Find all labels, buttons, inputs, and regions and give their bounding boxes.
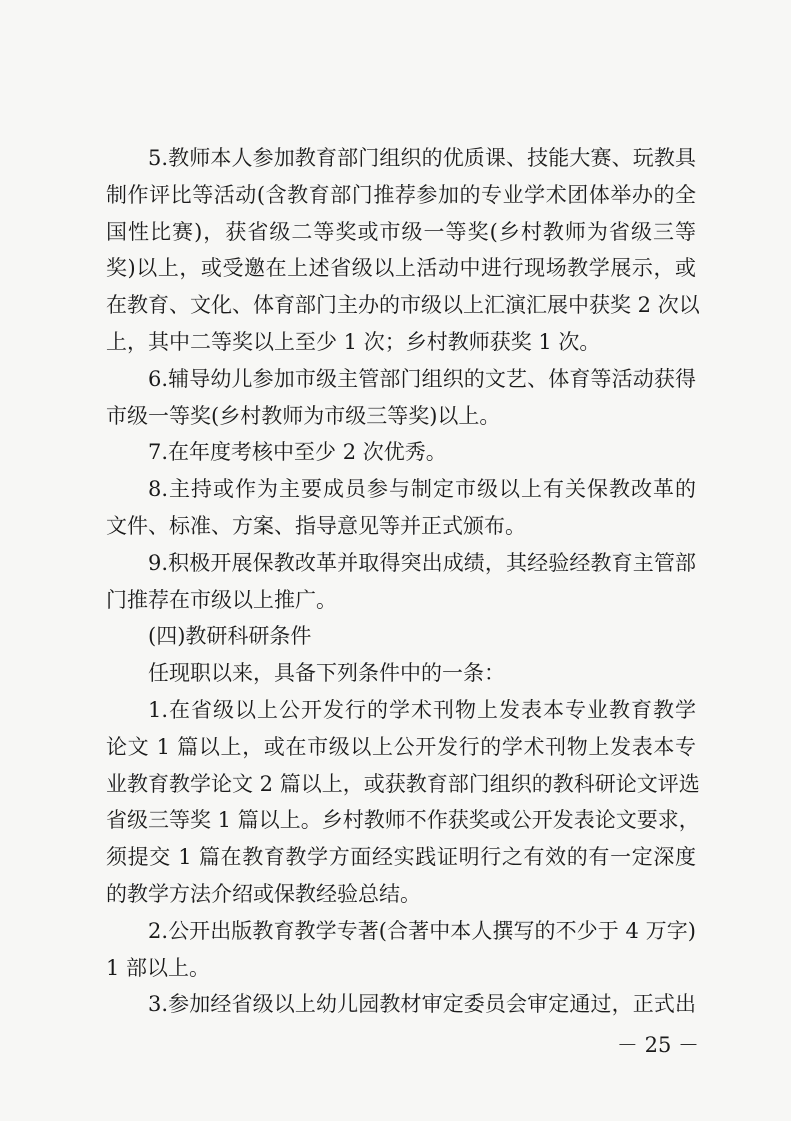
text-line: 1.在省级以上公开发行的学术刊物上发表本专业教育教学 xyxy=(148,697,696,722)
text-line: 1 部以上。 xyxy=(106,955,211,980)
text-line: 制作评比等活动(含教育部门推荐参加的专业学术团体举办的全 xyxy=(106,182,696,207)
text-line: 5.教师本人参加教育部门组织的优质课、技能大赛、玩教具 xyxy=(148,146,696,170)
text-line: 任现职以来，具备下列条件中的一条： xyxy=(148,661,505,686)
page-number: － 25 － xyxy=(616,1033,699,1057)
text-line: 业教育教学论文 2 篇以上，或获教育部门组织的教科研论文评选 xyxy=(106,771,700,796)
text-line: 省级三等奖 1 篇以上。乡村教师不作获奖或公开发表论文要求， xyxy=(106,808,700,833)
text-line: 国性比赛)，获省级二等奖或市级一等奖(乡村教师为省级三等 xyxy=(106,219,696,244)
text-line: 论文 1 篇以上，或在市级以上公开发行的学术刊物上发表本专 xyxy=(106,734,696,759)
text-line: 在教育、文化、体育部门主办的市级以上汇演汇展中获奖 2 次以 xyxy=(106,293,700,318)
document-body xyxy=(106,140,700,1023)
text-line: 的教学方法介绍或保教经验总结。 xyxy=(106,881,421,906)
text-line: 7.在年度考核中至少 2 次优秀。 xyxy=(148,440,447,465)
text-line: (四)教研科研条件 xyxy=(148,624,312,649)
text-line: 奖)以上，或受邀在上述省级以上活动中进行现场教学展示，或 xyxy=(106,256,696,281)
text-line: 市级一等奖(乡村教师为市级三等奖)以上。 xyxy=(106,403,501,428)
text-line: 6.辅导幼儿参加市级主管部门组织的文艺、体育等活动获得 xyxy=(148,366,696,391)
text-line: 上，其中二等奖以上至少 1 次；乡村教师获奖 1 次。 xyxy=(106,329,601,354)
text-line: 8.主持或作为主要成员参与制定市级以上有关保教改革的 xyxy=(148,477,696,502)
text-line: 门推荐在市级以上推广。 xyxy=(106,587,337,612)
text-line: 文件、标准、方案、指导意见等并正式颁布。 xyxy=(106,513,526,538)
text-line: 3.参加经省级以上幼儿园教材审定委员会审定通过，正式出 xyxy=(148,992,696,1017)
text-line: 须提交 1 篇在教育教学方面经实践证明行之有效的有一定深度 xyxy=(106,845,696,870)
text-line: 9.积极开展保教改革并取得突出成绩，其经验经教育主管部 xyxy=(148,550,696,575)
text-line: 2.公开出版教育教学专著(合著中本人撰写的不少于 4 万字) xyxy=(148,918,696,943)
